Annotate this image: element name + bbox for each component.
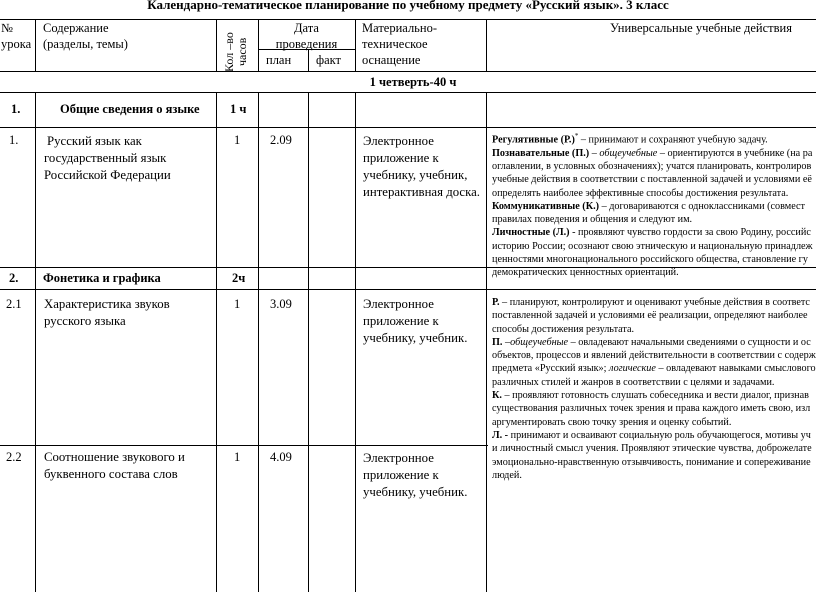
lesson21-num: 2.1: [6, 297, 22, 311]
uud1-komm-line1: правилах поведения и общения и следуют им.: [492, 214, 693, 226]
header-content: [43, 20, 128, 52]
uud1-lich-line1: историю России; осознают свою этническую и национальную принадлеж: [492, 240, 813, 252]
section2-title: Фонетика и графика: [43, 271, 161, 285]
uud2-r-label: Р.: [492, 297, 500, 308]
lesson21-topic-line1: Характеристика звуков: [44, 297, 170, 311]
quarter-title: 1 четверть-40 ч: [369, 75, 457, 89]
lesson22-material: [363, 450, 467, 501]
lesson21-hours: 1: [234, 297, 241, 311]
uud2-l-line2: эмоционально-нравственную отзывчивость, понимание и сопереживание: [492, 456, 811, 468]
lesson21-topic-line2: русского языка: [44, 314, 126, 328]
uud1-reg-sup: *: [574, 132, 579, 140]
lesson21-plan: 3.09: [270, 297, 292, 311]
uud2-l-label: Л. -: [492, 429, 509, 441]
lesson22-material-line2: приложение к: [363, 468, 439, 482]
col-line-1b: [35, 92, 36, 592]
uud1-lich-line3: демократических ценностных ориентаций.: [492, 267, 679, 279]
lesson21-material-line1: Электронное: [363, 297, 434, 311]
lesson21-topic: [44, 296, 170, 330]
uud-block-1: [492, 130, 816, 280]
uud2-p-label: П.: [492, 336, 503, 348]
uud2-k-line2: аргументировать свою точку зрения и оценку событий.: [492, 416, 732, 428]
uud2-r-line1: поставленной задачей и условиями её реализации, определяют наиболее: [492, 310, 808, 322]
lesson1-material-line2: приложение к: [363, 151, 439, 165]
uud2-p-text1: – овладевают начальными сведениями о сущности и ос: [568, 336, 811, 348]
uud2-p-italic: общеучебные: [510, 336, 569, 348]
lesson22-material-line1: Электронное: [363, 451, 434, 465]
uud1-komm-label: Коммуникативные (К.): [492, 200, 600, 212]
uud2-l-line3: людей.: [492, 469, 522, 481]
lesson1-topic-line1: Русский язык как: [47, 134, 142, 148]
col-line-1: [35, 19, 36, 72]
header-date-line1: Дата: [294, 21, 319, 35]
header-num-line2: урока: [1, 37, 32, 51]
uud1-pozn-italic: общеучебные: [599, 147, 658, 159]
col-line-2: [216, 19, 217, 72]
uud1-pozn-line3: определять наиболее эффективные способы достижения результата.: [492, 187, 789, 199]
section1-title: Общие сведения о языке: [60, 102, 200, 116]
section2-num: 2.: [9, 271, 19, 285]
lesson1-topic: [44, 133, 171, 184]
header-content-line1: Содержание: [43, 21, 109, 35]
header-num-line1: №: [1, 21, 13, 35]
col-line-5b: [355, 92, 356, 592]
section1-num: 1.: [11, 102, 21, 116]
header-material-line1: Материально-: [362, 21, 437, 35]
uud1-lich-label: Личностные (Л.): [492, 227, 570, 239]
lesson1-plan: 2.09: [270, 133, 292, 147]
lesson22-num: 2.2: [6, 450, 22, 464]
lesson22-topic-line1: Соотношение звукового и: [44, 450, 185, 464]
page-title: Календарно-тематическое планирование по учебному предмету «Русский язык». 3 класс: [147, 0, 669, 12]
header-material: [362, 20, 437, 68]
lesson1-topic-line3: Российской Федерации: [44, 168, 171, 182]
lesson1-hours: 1: [234, 133, 241, 147]
lesson22-plan: 4.09: [270, 450, 292, 464]
uud1-reg-label: Регулятивные (Р.): [492, 134, 575, 146]
uud2-k-line1: существования различных точек зрения и права каждого иметь свою, изл: [492, 403, 811, 415]
uud2-r-line2: способы достижения результата.: [492, 323, 635, 335]
lesson1-num: 1.: [9, 133, 19, 147]
lesson1-material-line1: Электронное: [363, 134, 434, 148]
uud1-lich-line2: ценностями многонационального российского общества, становление гу: [492, 254, 808, 266]
lesson22-hours: 1: [234, 450, 241, 464]
uud2-p-line2: различных стилей и жанров в соответствии с целями и задачами.: [492, 376, 775, 388]
uud2-p-italic2: логические: [609, 363, 656, 375]
col-line-2b: [216, 92, 217, 592]
lesson21-material-line3: учебнику, учебник.: [363, 331, 468, 345]
lesson22-topic-line2: буквенного состава слов: [44, 467, 178, 481]
col-line-3b: [258, 92, 259, 592]
header-fact: факт: [316, 53, 342, 67]
header-uud: Универсальные учебные действия: [610, 21, 792, 35]
header-content-line2: (разделы, темы): [43, 37, 128, 51]
lesson1-material: [363, 133, 480, 201]
lesson21-material-line2: приложение к: [363, 314, 439, 328]
col-line-6b: [486, 92, 487, 592]
header-material-line3: оснащение: [362, 53, 421, 67]
uud2-p-text2a: предмета «Русский язык»;: [492, 363, 610, 375]
lesson1-topic-line2: государственный язык: [44, 151, 167, 165]
lesson1-material-line3: учебнику, учебник,: [363, 168, 468, 182]
header-date: [258, 20, 355, 52]
uud2-p-text2b: – овладевают навыками смыслового: [655, 363, 816, 375]
lesson21-material: [363, 296, 467, 347]
lesson22-material-line3: учебнику, учебник.: [363, 485, 468, 499]
uud2-k-label: К.: [492, 390, 502, 402]
uud2-l-text1: принимают и осваивают социальную роль обучающегося, мотивы уч: [508, 429, 811, 441]
section1-hours: 1 ч: [230, 102, 247, 116]
header-hours: [223, 32, 249, 72]
uud2-l-line1: и личностный смысл учения. Проявляют этические чувства, доброжелате: [492, 443, 812, 455]
header-date-line2: проведения: [275, 37, 338, 51]
uud2-k-text1: – проявляют готовность слушать собеседника и вести диалог, признав: [501, 390, 809, 402]
col-line-5: [355, 19, 356, 72]
section2-bottom-line: [0, 289, 816, 290]
uud1-komm-text1: – договариваются с одноклассниками (совмест: [599, 200, 805, 212]
section1-bottom-line: [0, 127, 816, 128]
uud2-p-dash: –: [502, 336, 511, 348]
col-line-4b: [308, 92, 309, 592]
uud2-p-line1: объектов, процессов и явлений действительности в соответствии с содерж: [492, 350, 816, 362]
uud1-pozn-label: Познавательные (П.): [492, 147, 590, 159]
header-plan: план: [266, 53, 292, 67]
header-num: [1, 20, 31, 52]
lesson1-material-line4: интерактивная доска.: [363, 185, 481, 199]
uud1-reg-text: – принимают и сохраняют учебную задачу.: [578, 134, 768, 146]
quarter-bottom-line: [0, 92, 816, 93]
header-material-line2: техническое: [362, 37, 428, 51]
lesson21-bottom-line: [0, 445, 488, 446]
col-line-4: [308, 49, 309, 72]
uud1-pozn-text1: – ориентируются в учебнике (на ра: [657, 147, 813, 159]
uud1-pozn-dash: –: [589, 147, 600, 159]
header-hours-line2: часов: [235, 37, 249, 66]
uud2-r-text1: – планируют, контролируют и оценивают учебные действия в соответс: [499, 297, 810, 308]
lesson22-topic: [44, 449, 185, 483]
uud-block-2: [492, 296, 816, 482]
uud1-pozn-line2: учебные действия в соответствии с поставленной задачей и условиями её: [492, 174, 812, 186]
uud1-pozn-line1: оглавлении, в условных обозначениях); учатся планировать, контролиров: [492, 160, 812, 172]
uud1-lich-text1: - проявляют чувство гордости за свою Родину, российс: [569, 227, 811, 239]
planning-table: [0, 19, 816, 579]
header-bottom-line: [0, 71, 816, 72]
header-hours-line1: Кол –во: [222, 32, 236, 72]
col-line-6: [486, 19, 487, 72]
section2-hours: 2ч: [232, 271, 246, 285]
